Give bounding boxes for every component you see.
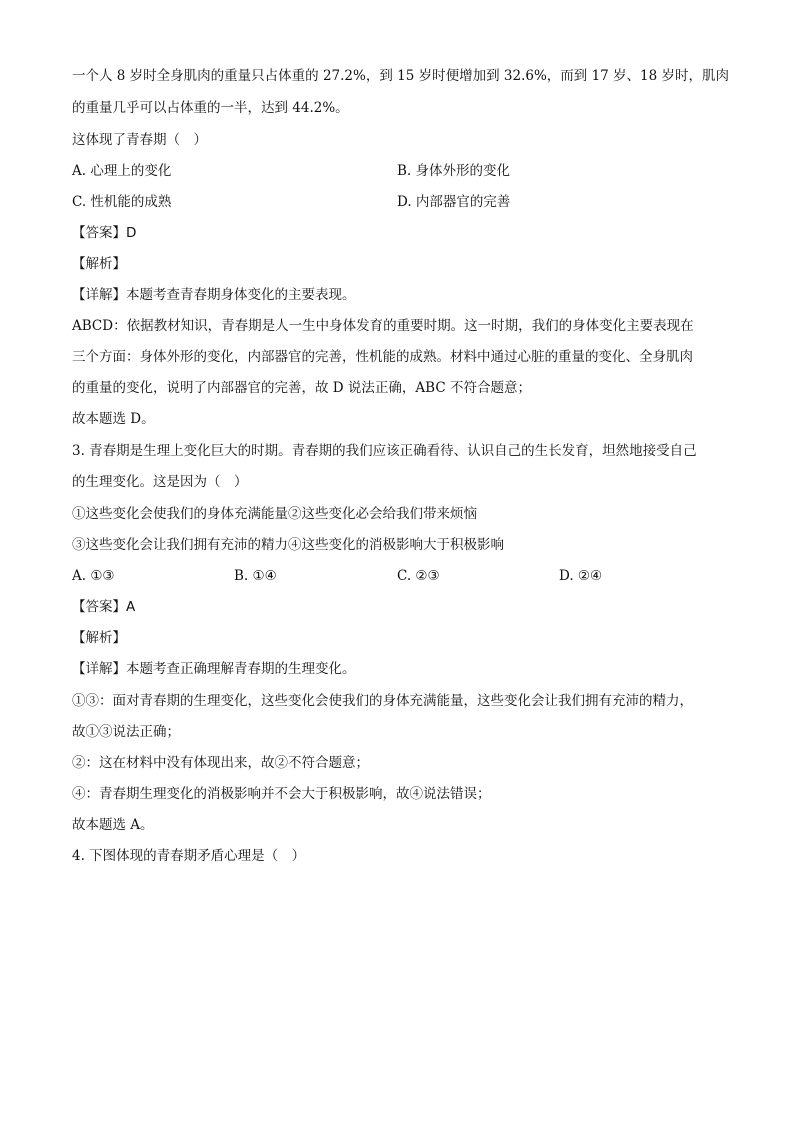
q2-conclusion: 故本题选 D。 — [72, 411, 155, 427]
q4-stem: 4. 下图体现的青春期矛盾心理是（ ） — [72, 848, 306, 864]
q3-explanation-line-3: ②：这在材料中没有体现出来，故②不符合题意； — [72, 755, 369, 771]
q2-stem-line-1: 一个人 8 岁时全身肌肉的重量只占体重的 27.2%，到 15 岁时便增加到 32.6%，而到 17 岁、18 岁时，肌肉 — [72, 68, 730, 84]
q3-conclusion: 故本题选 A。 — [72, 817, 154, 833]
q2-explanation-line-3: 的重量的变化，说明了内部器官的完善，故 D 说法正确，ABC 不符合题意； — [72, 380, 531, 396]
q3-answer: 【答案】A — [72, 599, 136, 615]
q3-explanation-line-4: ④：青春期生理变化的消极影响并不会大于积极影响，故④说法错误； — [72, 786, 491, 802]
q3-statement-line-1: ①这些变化会使我们的身体充满能量②这些变化必会给我们带来烦恼 — [72, 506, 477, 522]
q2-option-b: B. 身体外形的变化 — [397, 163, 511, 179]
q2-answer: 【答案】D — [72, 225, 137, 241]
q2-option-a: A. 心理上的变化 — [72, 163, 172, 179]
q2-explanation-line-2: 三个方面：身体外形的变化，内部器官的完善，性机能的成熟。材料中通过心脏的重量的变化、全身肌肉 — [72, 349, 693, 365]
q2-option-c: C. 性机能的成熟 — [72, 194, 172, 210]
q2-explanation-line-1: ABCD：依据教材知识，青春期是人一生中身体发育的重要时期。这一时期，我们的身体变化主要表现在 — [72, 318, 694, 334]
q3-detail: 【详解】本题考查正确理解青春期的生理变化。 — [72, 661, 356, 677]
q2-stem-line-2: 的重量几乎可以占体重的一半，达到 44.2%。 — [72, 100, 349, 116]
q2-detail: 【详解】本题考查青春期身体变化的主要表现。 — [72, 287, 356, 303]
q3-explanation-line-2: 故①③说法正确； — [72, 724, 180, 740]
q3-stem-line-2: 的生理变化。这是因为（ ） — [72, 474, 248, 490]
q3-stem-line-1: 3. 青春期是生理上变化巨大的时期。青春期的我们应该正确看待、认识自己的生长发育，坦然地接受自己 — [72, 443, 697, 459]
q3-statement-line-2: ③这些变化会让我们拥有充沛的精力④这些变化的消极影响大于积极影响 — [72, 537, 504, 553]
q2-analysis-label: 【解析】 — [72, 256, 126, 272]
q3-option-c: C. ②③ — [397, 568, 440, 584]
q3-option-a: A. ①③ — [72, 568, 115, 584]
q3-option-d: D. ②④ — [559, 568, 603, 584]
q3-explanation-line-1: ①③：面对青春期的生理变化，这些变化会使我们的身体充满能量，这些变化会让我们拥有充沛的精力， — [72, 693, 693, 709]
q3-analysis-label: 【解析】 — [72, 630, 126, 646]
q2-option-d: D. 内部器官的完善 — [397, 194, 511, 210]
q2-stem-line-3: 这体现了青春期（ ） — [72, 132, 207, 148]
q3-option-b: B. ①④ — [234, 568, 277, 584]
